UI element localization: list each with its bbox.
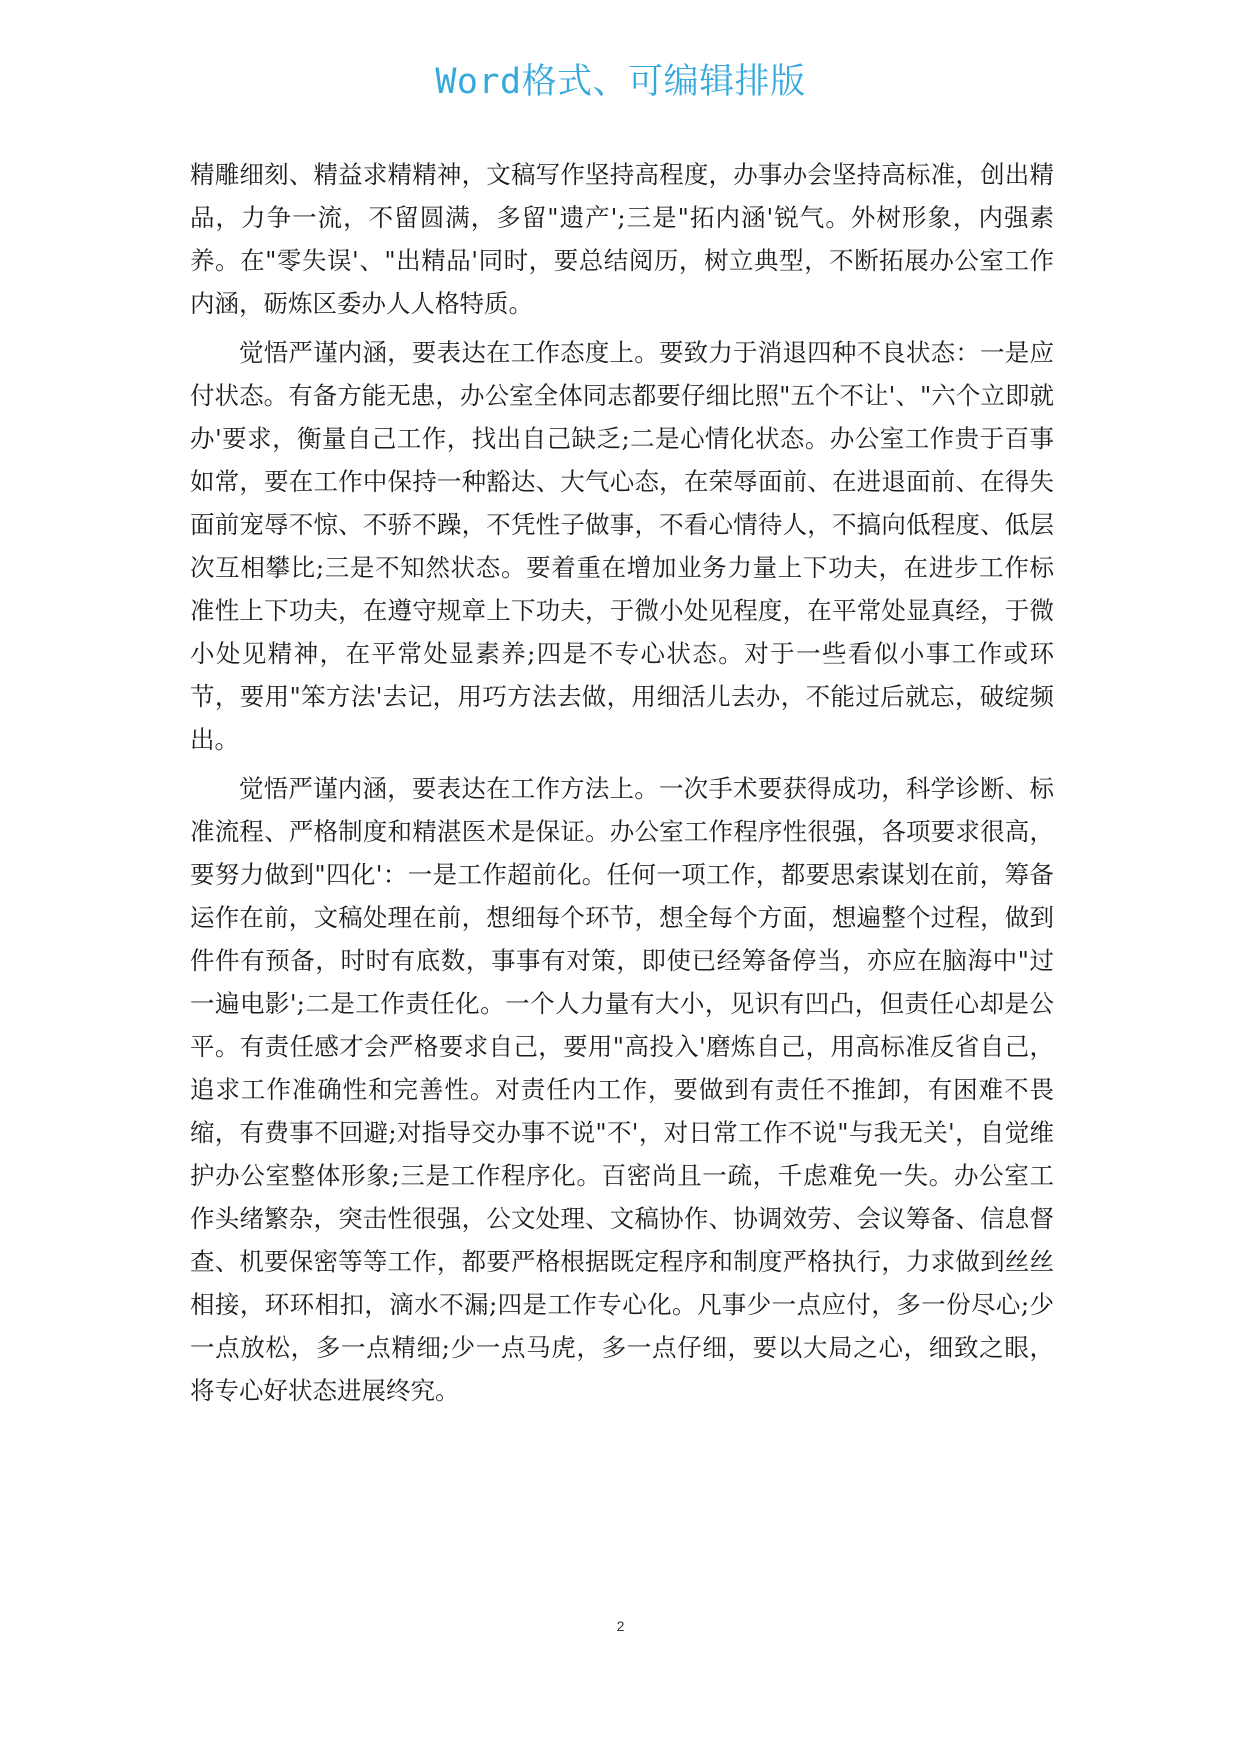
paragraph-work-method: 觉悟严谨内涵，要表达在工作方法上。一次手术要获得成功，科学诊断、标准流程、严格制度和精湛医术是保证。办公室工作程序性很强，各项要求很高，要努力做到"四化'：一是工作超前化。任何一项工作，都要思索谋划在前，筹备运作在前，文稿处理在前，想细每个环节，想全每个方面，想遍整个过程，做到件件有预备，时时有底数，事事有对策，即使已经筹备停当，亦应在脑海中"过一遍电影';二是工作责任化。一个人力量有大小，见识有凹凸，但责任心却是公平。有责任感才会严格要求自己，要用"高投入'磨炼自己，用高标准反省自己，追求工作准确性和完善性。对责任内工作，要做到有责任不推卸，有困难不畏缩，有费事不回避;对指导交办事不说"不'，对日常工作不说"与我无关'，自觉维护办公室整体形象;三是工作程序化。百密尚且一疏，千虑难免一失。办公室工作头绪繁杂，突击性很强，公文处理、文稿协作、协调效劳、会议筹备、信息督查、机要保密等等工作，都要严格根据既定程序和制度严格执行，力求做到丝丝相接，环环相扣，滴水不漏;四是工作专心化。凡事少一点应付，多一份尽心;少一点放松，多一点精细;少一点马虎，多一点仔细，要以大局之心，细致之眼，将专心好状态进展终究。 — [190, 774, 1054, 1405]
paragraph-work-attitude: 觉悟严谨内涵，要表达在工作态度上。要致力于消退四种不良状态：一是应付状态。有备方能无患，办公室全体同志都要仔细比照"五个不让'、"六个立即就办'要求，衡量自己工作，找出自己缺乏;二是心情化状态。办公室工作贵于百事如常，要在工作中保持一种豁达、大气心态，在荣辱面前、在进退面前、在得失面前宠辱不惊、不骄不躁，不凭性子做事，不看心情待人，不搞向低程度、低层次互相攀比;三是不知然状态。要着重在增加业务力量上下功夫，在进步工作标准性上下功夫，在遵守规章上下功夫，于微小处见程度，在平常处显真经，于微小处见精神，在平常处显素养;四是不专心状态。对于一些看似小事工作或环节，要用"笨方法'去记，用巧方法去做，用细活儿去办，不能过后就忘，破绽频出。 — [190, 338, 1054, 754]
page-header-title: Word格式、可编辑排版 — [435, 62, 806, 102]
page-number: 2 — [616, 1618, 625, 1634]
document-body — [190, 153, 1054, 1418]
paragraph-continued: 精雕细刻、精益求精精神，文稿写作坚持高程度，办事办会坚持高标准，创出精品，力争一流，不留圆满，多留"遗产';三是"拓内涵'锐气。外树形象，内强素养。在"零失误'、"出精品'同时，要总结阅历，树立典型，不断拓展办公室工作内涵，砺炼区委办人人格特质。 — [190, 160, 1054, 318]
